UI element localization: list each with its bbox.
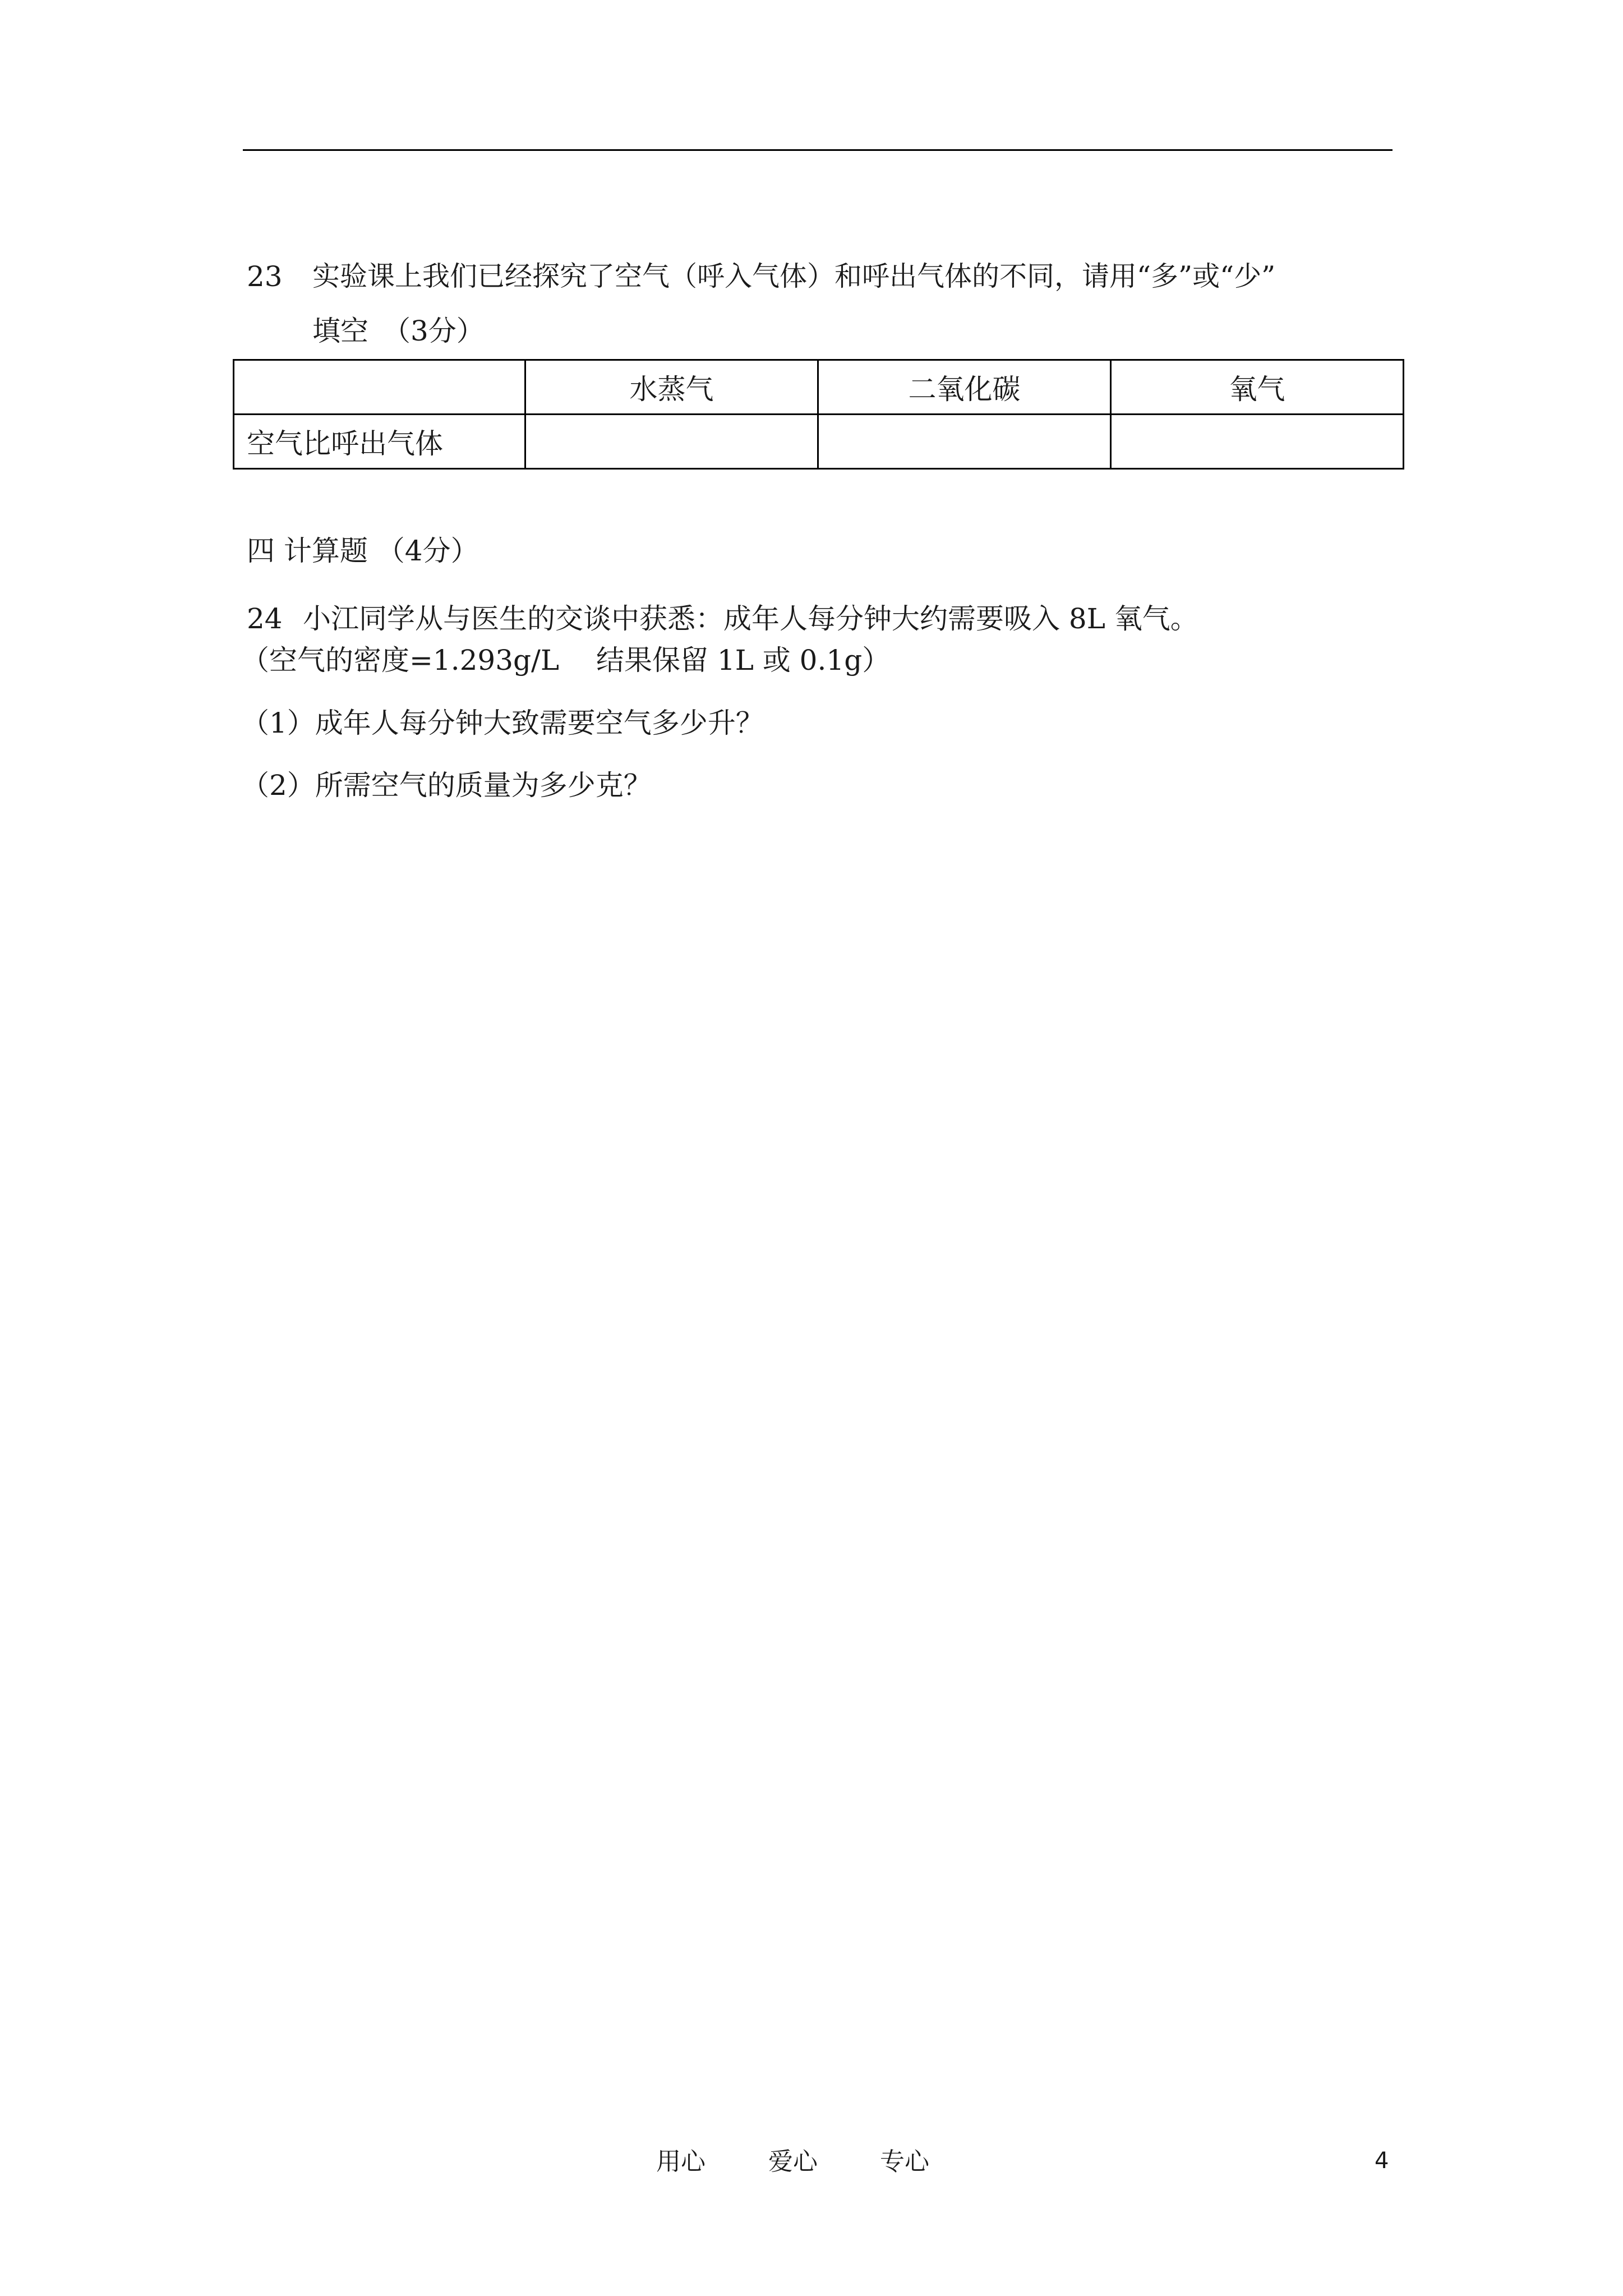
footer-motto-2: 爱心 — [768, 2147, 818, 2176]
question-24-number: 24 — [247, 602, 283, 635]
question-23-answer-table — [233, 359, 1404, 470]
table-answer-cell-oxygen — [1111, 415, 1404, 469]
table-header-cell — [234, 360, 525, 415]
section-4-title: 四 计算题 （4分） — [247, 535, 479, 567]
question-24-subquestion-2: （2）所需空气的质量为多少克？ — [241, 769, 652, 802]
question-24-text-line1: 小江同学从与医生的交谈中获悉：成年人每分钟大约需要吸入 8L 氧气。 — [303, 602, 1198, 635]
footer-motto-3: 专心 — [880, 2147, 929, 2176]
table-header-cell-oxygen: 氧气 — [1111, 360, 1404, 415]
table-header-cell-water-vapor: 水蒸气 — [525, 360, 818, 415]
table-row-label: 空气比呼出气体 — [234, 415, 525, 469]
question-24-subquestion-1: （1）成年人每分钟大致需要空气多少升？ — [241, 707, 764, 739]
table-header-row — [234, 360, 1404, 415]
question-23-text-line1: 实验课上我们已经探究了空气（呼入气体）和呼出气体的不同，请用“多”或“少” — [312, 260, 1276, 292]
header-rule — [243, 149, 1393, 151]
question-24-text-line2: （空气的密度=1.293g/L 结果保留 1L 或 0.1g） — [241, 644, 891, 677]
table-header-cell-carbon-dioxide: 二氧化碳 — [818, 360, 1111, 415]
table-answer-cell-carbon-dioxide — [818, 415, 1111, 469]
footer-motto-1: 用心 — [656, 2147, 706, 2176]
question-23-number: 23 — [247, 260, 283, 293]
table-row — [234, 415, 1404, 469]
page-number: 4 — [1375, 2148, 1389, 2174]
table-answer-cell-water-vapor — [525, 415, 818, 469]
question-23-text-line2: 填空 （3分） — [312, 315, 485, 347]
